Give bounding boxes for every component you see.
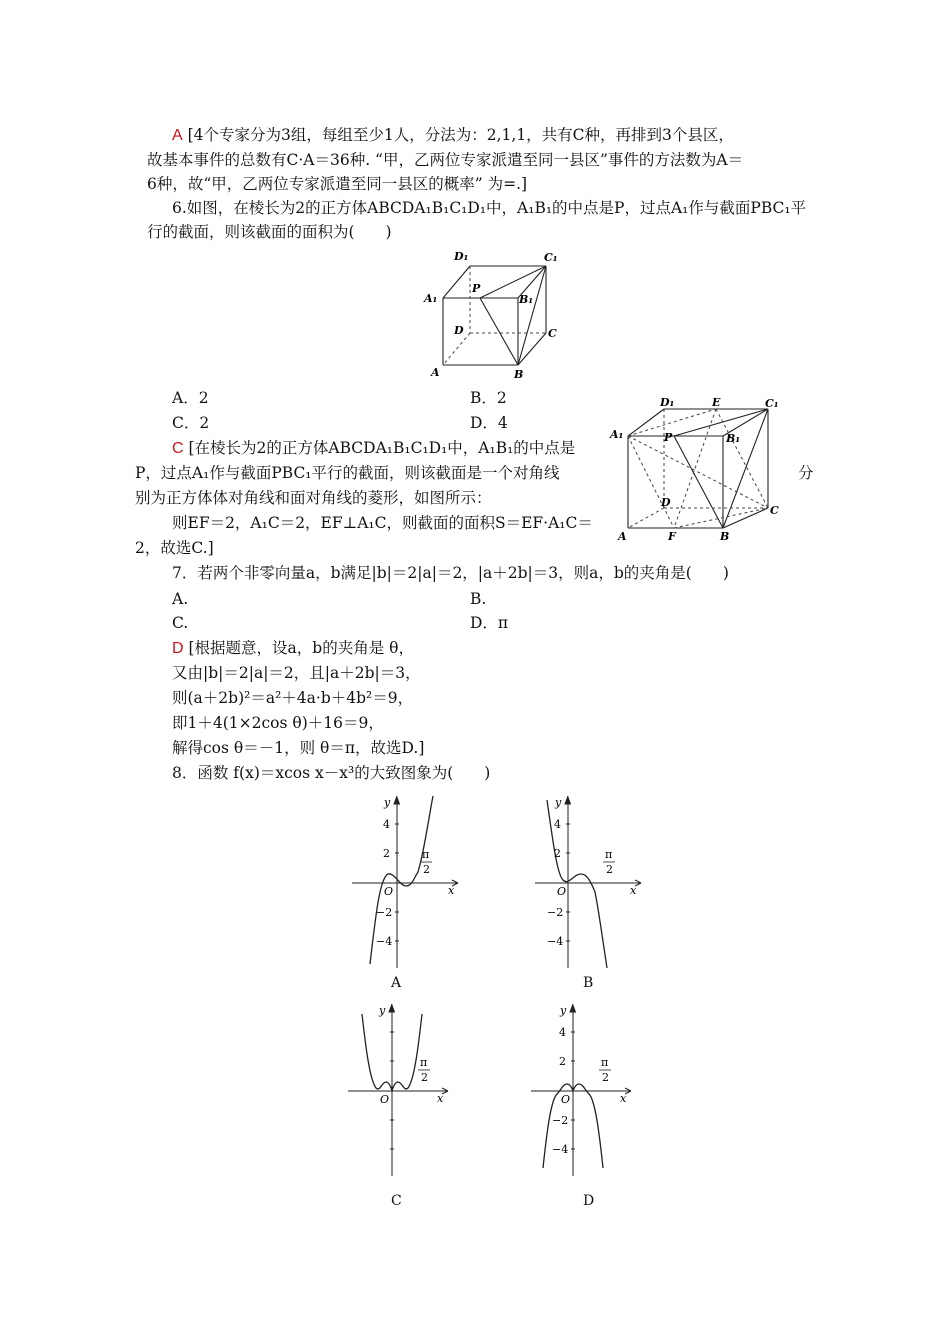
q6-answer: C <box>172 440 184 457</box>
q6-stem-1: 6.如图，在棱长为2的正方体ABCDA₁B₁C₁D₁中，A₁B₁的中点是P，过点A₁作与截面PBC₁平 <box>172 199 807 217</box>
cube2-label-b1: B₁ <box>726 432 741 445</box>
graph-c-pi: π <box>420 1056 428 1069</box>
graph-a-tick-m2: −2 <box>376 906 393 919</box>
q7-sol-text-1: [根据题意，设a，b的夹角是 θ， <box>188 639 414 657</box>
cube2-label-c1: C₁ <box>765 397 779 410</box>
q7-option-d: D．π <box>470 614 509 632</box>
cube1-label-d: D <box>454 324 464 337</box>
graph-d-pi-den: 2 <box>602 1071 609 1084</box>
graph-c <box>340 1000 465 1180</box>
q6-solution-3: 别为正方体体对角线和面对角线的菱形，如图所示： <box>135 489 492 507</box>
q7-option-c: C. <box>172 614 189 632</box>
graph-b <box>525 792 650 972</box>
graph-b-tick-m4: −4 <box>547 935 564 948</box>
cube2-label-d: D <box>661 496 671 509</box>
cube1-label-p: P <box>472 282 481 295</box>
q8-stem: 8．函数 f(x)＝xcos x－x³的大致图象为( ) <box>172 764 491 782</box>
q7-answer: D <box>172 640 184 657</box>
q6-option-d: D．4 <box>470 414 508 432</box>
q7-stem: 7．若两个非零向量a，b满足|b|＝2|a|＝2，|a＋2b|＝3，则a，b的夹角是( ) <box>172 564 729 582</box>
graph-a-pi-den: 2 <box>423 863 430 876</box>
cube-figure-1 <box>418 248 563 383</box>
cube1-label-b1: B₁ <box>519 293 534 306</box>
q6-solution-5: 2，故选C.] <box>135 539 214 557</box>
q6-solution-2: P，过点A₁作与截面PBC₁平行的截面，则该截面是一个对角线 <box>135 464 560 482</box>
graph-b-tick-2: 2 <box>554 847 561 860</box>
cube1-label-c: C <box>548 327 557 340</box>
q7-option-b: B. <box>470 590 487 608</box>
graph-d-x-label: x <box>620 1092 627 1105</box>
cube1-label-d1: D₁ <box>454 250 469 263</box>
graph-a-tick-4: 4 <box>383 818 390 831</box>
cube2-label-d1: D₁ <box>660 396 675 409</box>
q6-stem-2: 行的截面，则该截面的面积为( ) <box>147 223 392 241</box>
graph-b-origin: O <box>557 885 567 898</box>
graph-b-pi-den: 2 <box>606 863 613 876</box>
graph-b-tick-m2: −2 <box>547 906 564 919</box>
cube1-label-c1: C₁ <box>544 251 558 264</box>
graph-c-pi-den: 2 <box>421 1071 428 1084</box>
q6-solution-2-tail: 分 <box>798 464 814 482</box>
q5-line-2: 故基本事件的总数有C·A＝36种. “甲，乙两位专家派遣至同一县区”事件的方法数为A＝ <box>147 151 744 169</box>
q7-solution-1 <box>172 638 414 659</box>
cube2-label-e: E <box>712 396 721 409</box>
q6-sol-text-1: [在棱长为2的正方体ABCDA₁B₁C₁D₁中，A₁B₁的中点是 <box>188 439 576 457</box>
q6-solution-4: 则EF＝2，A₁C＝2，EF⊥A₁C，则截面的面积S＝EF·A₁C＝ <box>172 514 593 532</box>
q6-option-b: B．2 <box>470 389 507 407</box>
cube-figure-2 <box>608 396 788 546</box>
graph-d-origin: O <box>561 1093 571 1106</box>
graph-a-tick-m4: −4 <box>376 935 393 948</box>
q6-option-c: C．2 <box>172 414 210 432</box>
graph-d-tick-m2: −2 <box>552 1114 569 1127</box>
q5-answer: A <box>172 127 183 144</box>
q5-text-1: [4个专家分为3组，每组至少1人，分法为：2,1,1，共有C种，再排到3个县区， <box>187 126 734 144</box>
graph-d-tick-4: 4 <box>559 1026 566 1039</box>
graph-b-y-label: y <box>555 796 562 809</box>
q5-line-1 <box>172 125 734 146</box>
q6-option-a: A．2 <box>172 389 209 407</box>
graph-c-origin: O <box>380 1093 390 1106</box>
graph-d-tick-2: 2 <box>559 1055 566 1068</box>
cube1-label-b: B <box>514 368 524 381</box>
q7-solution-3: 则(a＋2b)²＝a²＋4a·b＋4b²＝9， <box>172 689 414 707</box>
graph-b-caption: B <box>583 975 594 991</box>
graph-a-tick-2: 2 <box>383 847 390 860</box>
cube1-label-a: A <box>431 366 440 379</box>
graph-d-y-label: y <box>560 1004 567 1017</box>
cube2-label-p: P <box>664 431 673 444</box>
graph-a <box>340 792 465 972</box>
graph-a-pi: π <box>422 848 430 861</box>
graph-d-tick-m4: −4 <box>552 1143 569 1156</box>
graph-b-pi: π <box>605 848 613 861</box>
q6-solution-1 <box>172 438 575 459</box>
cube2-label-a1: A₁ <box>610 428 624 441</box>
graph-a-y-label: y <box>384 796 391 809</box>
graph-d-caption: D <box>583 1193 595 1209</box>
graph-b-tick-4: 4 <box>554 818 561 831</box>
cube2-label-b: B <box>720 530 730 543</box>
graph-b-x-label: x <box>630 884 637 897</box>
q7-option-a: A. <box>172 590 189 608</box>
graph-c-y-label: y <box>379 1004 386 1017</box>
q7-solution-2: 又由|b|＝2|a|＝2，且|a＋2b|＝3， <box>172 664 421 682</box>
graph-a-caption: A <box>391 975 402 991</box>
graph-a-x-label: x <box>448 884 455 897</box>
graph-a-origin: O <box>384 885 394 898</box>
q7-solution-5: 解得cos θ＝－1，则 θ＝π，故选D.] <box>172 739 425 757</box>
graph-d <box>525 1000 650 1180</box>
graph-d-pi: π <box>601 1056 609 1069</box>
cube2-label-a: A <box>618 530 627 543</box>
q7-solution-4: 即1＋4(1×2cos θ)＋16＝9， <box>172 714 384 732</box>
cube2-label-f: F <box>668 530 676 543</box>
q5-line-3: 6种，故“甲，乙两位专家派遣至同一县区的概率” 为=.] <box>147 175 528 193</box>
cube1-label-a1: A₁ <box>424 292 438 305</box>
graph-c-x-label: x <box>437 1092 444 1105</box>
cube2-label-c: C <box>770 504 779 517</box>
graph-c-caption: C <box>391 1193 402 1209</box>
